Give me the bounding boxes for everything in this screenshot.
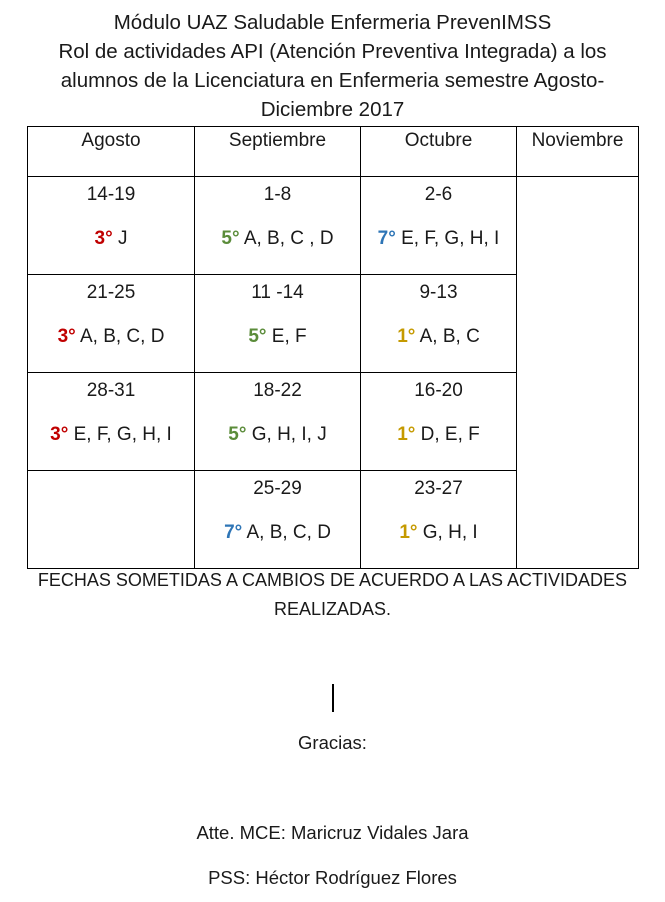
group-list bbox=[361, 521, 516, 545]
table-row bbox=[28, 177, 639, 275]
header-octubre: Octubre bbox=[361, 127, 517, 177]
disclaimer-note bbox=[20, 566, 645, 624]
schedule-cell bbox=[361, 177, 517, 275]
schedule-cell bbox=[195, 275, 361, 373]
schedule-cell bbox=[195, 177, 361, 275]
date-range: 11 -14 bbox=[251, 282, 304, 303]
signature-line-1: Atte. MCE: Maricruz Vidales Jara bbox=[196, 822, 469, 843]
group-letters: E, F, G, H, I bbox=[395, 228, 500, 249]
note-line-1: FECHAS SOMETIDAS A CAMBIOS DE ACUERDO A LAS ACTIVIDADES bbox=[37, 570, 628, 590]
header-septiembre: Septiembre bbox=[195, 127, 361, 177]
schedule-cell bbox=[361, 373, 517, 471]
title-line-3: alumnos de la Licenciatura en Enfermeria semestre Agosto- bbox=[60, 69, 605, 92]
group-list bbox=[28, 325, 194, 349]
group-letters: E, F, G, H, I bbox=[68, 424, 172, 445]
group-list bbox=[361, 227, 516, 251]
schedule-cell bbox=[361, 275, 517, 373]
schedule-cell bbox=[28, 177, 195, 275]
title-line-4: Diciembre 2017 bbox=[260, 98, 405, 121]
group-list bbox=[195, 227, 360, 251]
date-range: 2-6 bbox=[424, 184, 453, 205]
title-line-1: Módulo UAZ Saludable Enfermeria PrevenIMSS bbox=[113, 11, 552, 34]
group-list bbox=[361, 423, 516, 447]
date-range: 18-22 bbox=[253, 380, 302, 401]
table-header-row bbox=[28, 127, 639, 177]
header-noviembre: Noviembre bbox=[517, 127, 639, 177]
semester-label: 7° bbox=[377, 228, 396, 249]
group-list bbox=[28, 423, 194, 447]
schedule-cell bbox=[28, 373, 195, 471]
schedule-cell bbox=[28, 275, 195, 373]
group-letters: D, E, F bbox=[415, 424, 480, 445]
schedule-cell bbox=[28, 471, 195, 569]
group-letters: J bbox=[112, 228, 128, 249]
schedule-table bbox=[27, 126, 639, 569]
schedule-cell bbox=[361, 471, 517, 569]
date-range: 1-8 bbox=[263, 184, 292, 205]
date-range: 14-19 bbox=[86, 184, 136, 205]
date-range: 16-20 bbox=[414, 380, 463, 401]
semester-label: 3° bbox=[50, 424, 69, 445]
group-letters: G, H, I, J bbox=[246, 424, 327, 445]
text-cursor bbox=[332, 684, 334, 712]
group-list bbox=[195, 423, 360, 447]
date-range: 25-29 bbox=[253, 478, 302, 499]
group-letters: A, B, C bbox=[415, 326, 480, 347]
date-range: 28-31 bbox=[86, 380, 136, 401]
semester-label: 1° bbox=[397, 326, 416, 347]
title-line-2: Rol de actividades API (Atención Preventiva Integrada) a los bbox=[58, 40, 607, 63]
group-letters: A, B, C, D bbox=[75, 326, 165, 347]
group-letters: G, H, I bbox=[417, 522, 478, 543]
semester-label: 5° bbox=[228, 424, 247, 445]
group-list bbox=[195, 325, 360, 349]
semester-label: 1° bbox=[399, 522, 418, 543]
group-list bbox=[28, 227, 194, 251]
semester-label: 1° bbox=[397, 424, 416, 445]
date-range: 21-25 bbox=[86, 282, 136, 303]
semester-label: 5° bbox=[221, 228, 240, 249]
schedule-cell bbox=[195, 373, 361, 471]
document-title bbox=[20, 8, 645, 124]
signature-line-2: PSS: Héctor Rodríguez Flores bbox=[208, 867, 457, 888]
group-letters: A, B, C, D bbox=[242, 522, 331, 543]
noviembre-column-empty bbox=[517, 177, 639, 569]
date-range: 9-13 bbox=[419, 282, 458, 303]
semester-label: 5° bbox=[248, 326, 267, 347]
semester-label: 3° bbox=[94, 228, 113, 249]
group-letters: E, F bbox=[266, 326, 307, 347]
schedule-cell bbox=[195, 471, 361, 569]
thanks-text: Gracias: bbox=[298, 732, 367, 753]
date-range: 23-27 bbox=[414, 478, 463, 499]
note-line-2: REALIZADAS. bbox=[273, 599, 392, 619]
group-letters: A, B, C , D bbox=[239, 228, 334, 249]
header-agosto: Agosto bbox=[28, 127, 195, 177]
group-list bbox=[195, 521, 360, 545]
semester-label: 3° bbox=[57, 326, 76, 347]
semester-label: 7° bbox=[224, 522, 243, 543]
group-list bbox=[361, 325, 516, 349]
